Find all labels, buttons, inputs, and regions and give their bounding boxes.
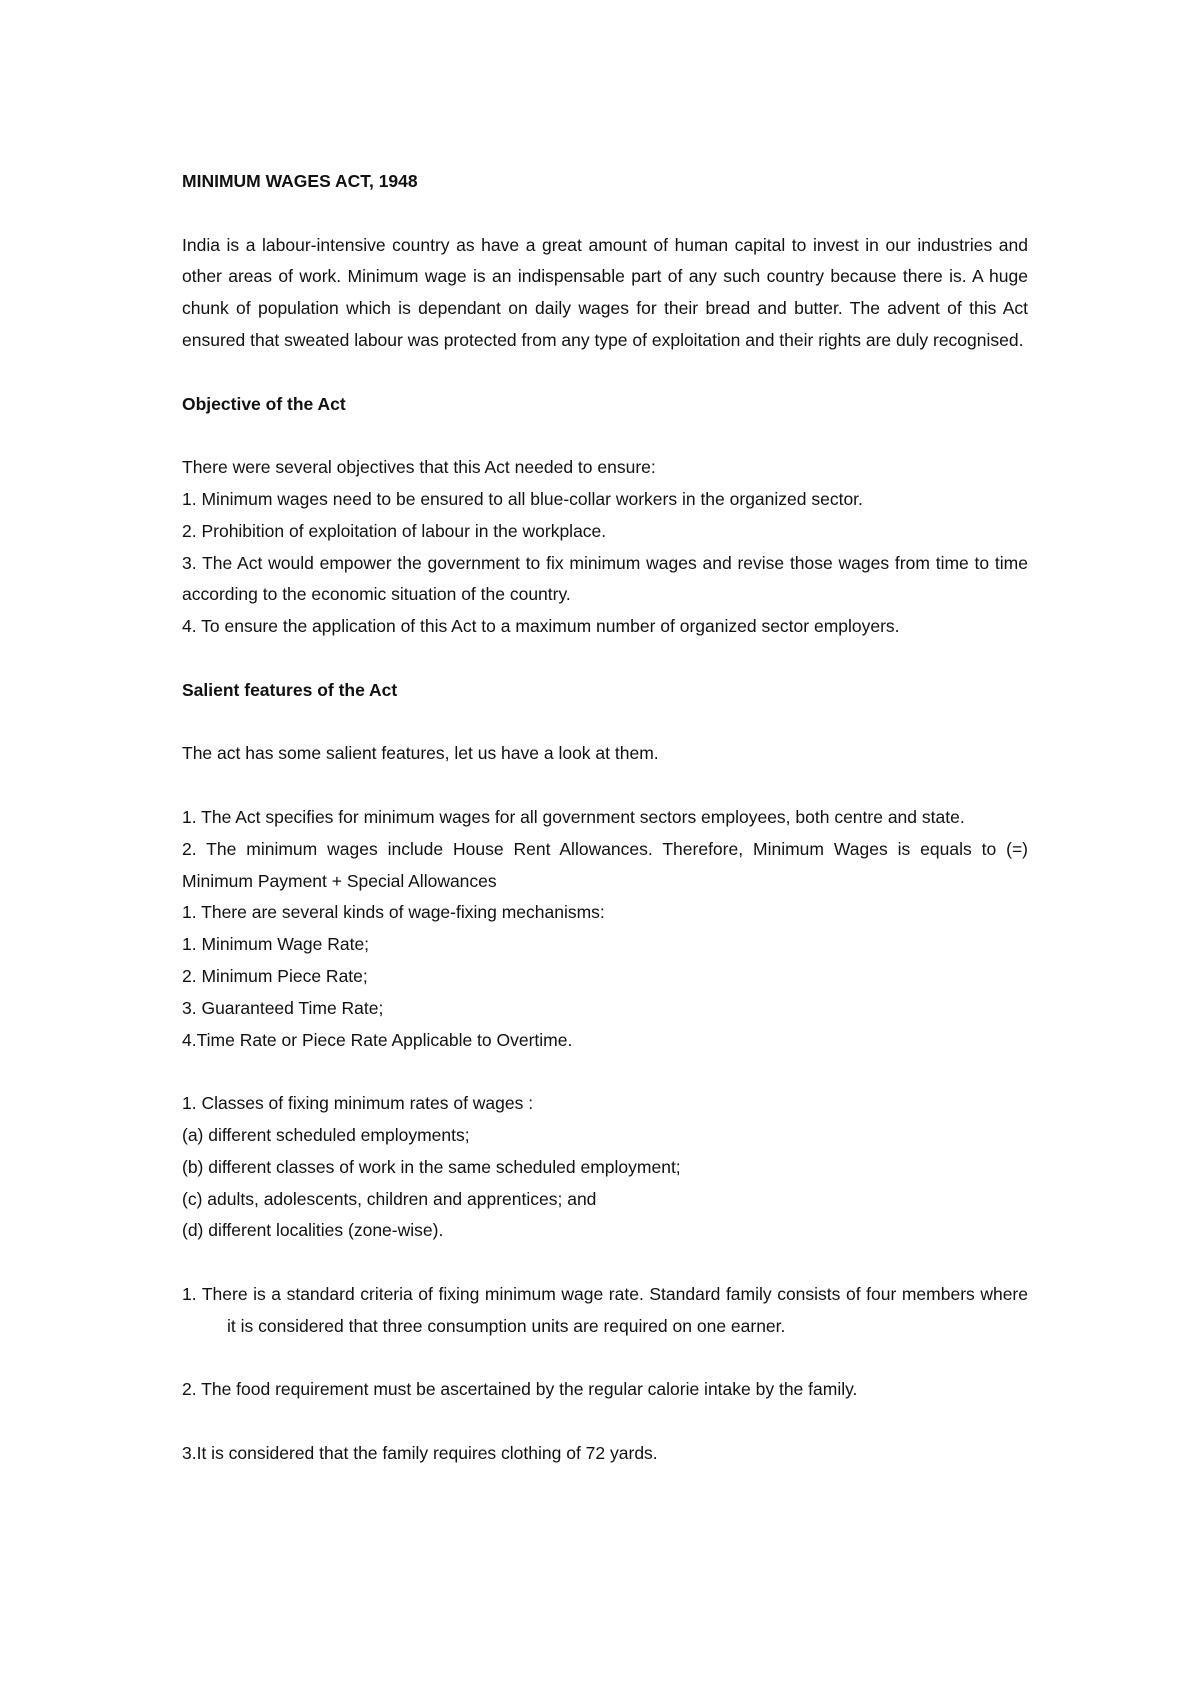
spacer	[182, 420, 1028, 452]
spacer	[182, 770, 1028, 802]
salient-item: 1. There are several kinds of wage-fixing mechanisms:	[182, 902, 605, 923]
spacer	[182, 198, 1028, 230]
document-page	[182, 166, 1028, 1470]
objective-heading: Objective of the Act	[182, 393, 346, 414]
objective-item: 3. The Act would empower the government to fix minimum wages and revise those wages from time to time according to the economic situation of the country.	[182, 552, 1028, 605]
classes-item: (c) adults, adolescents, children and apprentices; and	[182, 1188, 597, 1209]
salient-item: 3. Guaranteed Time Rate;	[182, 997, 384, 1018]
salient-lead: The act has some salient features, let us have a look at them.	[182, 743, 659, 764]
intro-paragraph: India is a labour-intensive country as have a great amount of human capital to invest in our industries and other areas of work. Minimum wage is an indispensable part of any such country because there is. A huge chunk of population which is dependant on daily wages for their bread and butter. The advent of this Act ensured that sweated labour was protected from any type of exploitation and their rights are duly recognised.	[182, 234, 1028, 350]
spacer	[182, 1406, 1028, 1438]
classes-item: (b) different classes of work in the same scheduled employment;	[182, 1156, 681, 1177]
spacer	[182, 643, 1028, 675]
classes-item: (a) different scheduled employments;	[182, 1124, 470, 1145]
spacer	[182, 357, 1028, 389]
criteria-item: 1. There is a standard criteria of fixing minimum wage rate. Standard family consists of four members where it is considered that three consumption units are required on one earner.	[182, 1283, 1028, 1336]
criteria-item: 2. The food requirement must be ascertained by the regular calorie intake by the family.	[182, 1379, 858, 1400]
objective-item: 2. Prohibition of exploitation of labour in the workplace.	[182, 520, 607, 541]
spacer	[182, 1342, 1028, 1374]
salient-item: 2. The minimum wages include House Rent Allowances. Therefore, Minimum Wages is equals to (=) Minimum Payment + Special Allowances	[182, 838, 1028, 891]
salient-item: 1. Minimum Wage Rate;	[182, 934, 370, 955]
spacer	[182, 1247, 1028, 1279]
spacer	[182, 707, 1028, 739]
document-title: MINIMUM WAGES ACT, 1948	[182, 171, 418, 191]
classes-item: (d) different localities (zone-wise).	[182, 1220, 444, 1241]
spacer	[182, 1056, 1028, 1088]
classes-item: 1. Classes of fixing minimum rates of wages :	[182, 1093, 534, 1114]
salient-heading: Salient features of the Act	[182, 679, 398, 700]
salient-item: 2. Minimum Piece Rate;	[182, 965, 368, 986]
objective-item: 1. Minimum wages need to be ensured to all blue-collar workers in the organized sector.	[182, 488, 863, 509]
objective-item: 4. To ensure the application of this Act to a maximum number of organized sector employers.	[182, 616, 900, 637]
salient-item: 4.Time Rate or Piece Rate Applicable to Overtime.	[182, 1029, 573, 1050]
criteria-item: 3.It is considered that the family requires clothing of 72 yards.	[182, 1442, 658, 1463]
objective-lead: There were several objectives that this Act needed to ensure:	[182, 457, 656, 478]
salient-item: 1. The Act specifies for minimum wages for all government sectors employees, both centre and state.	[182, 806, 965, 827]
